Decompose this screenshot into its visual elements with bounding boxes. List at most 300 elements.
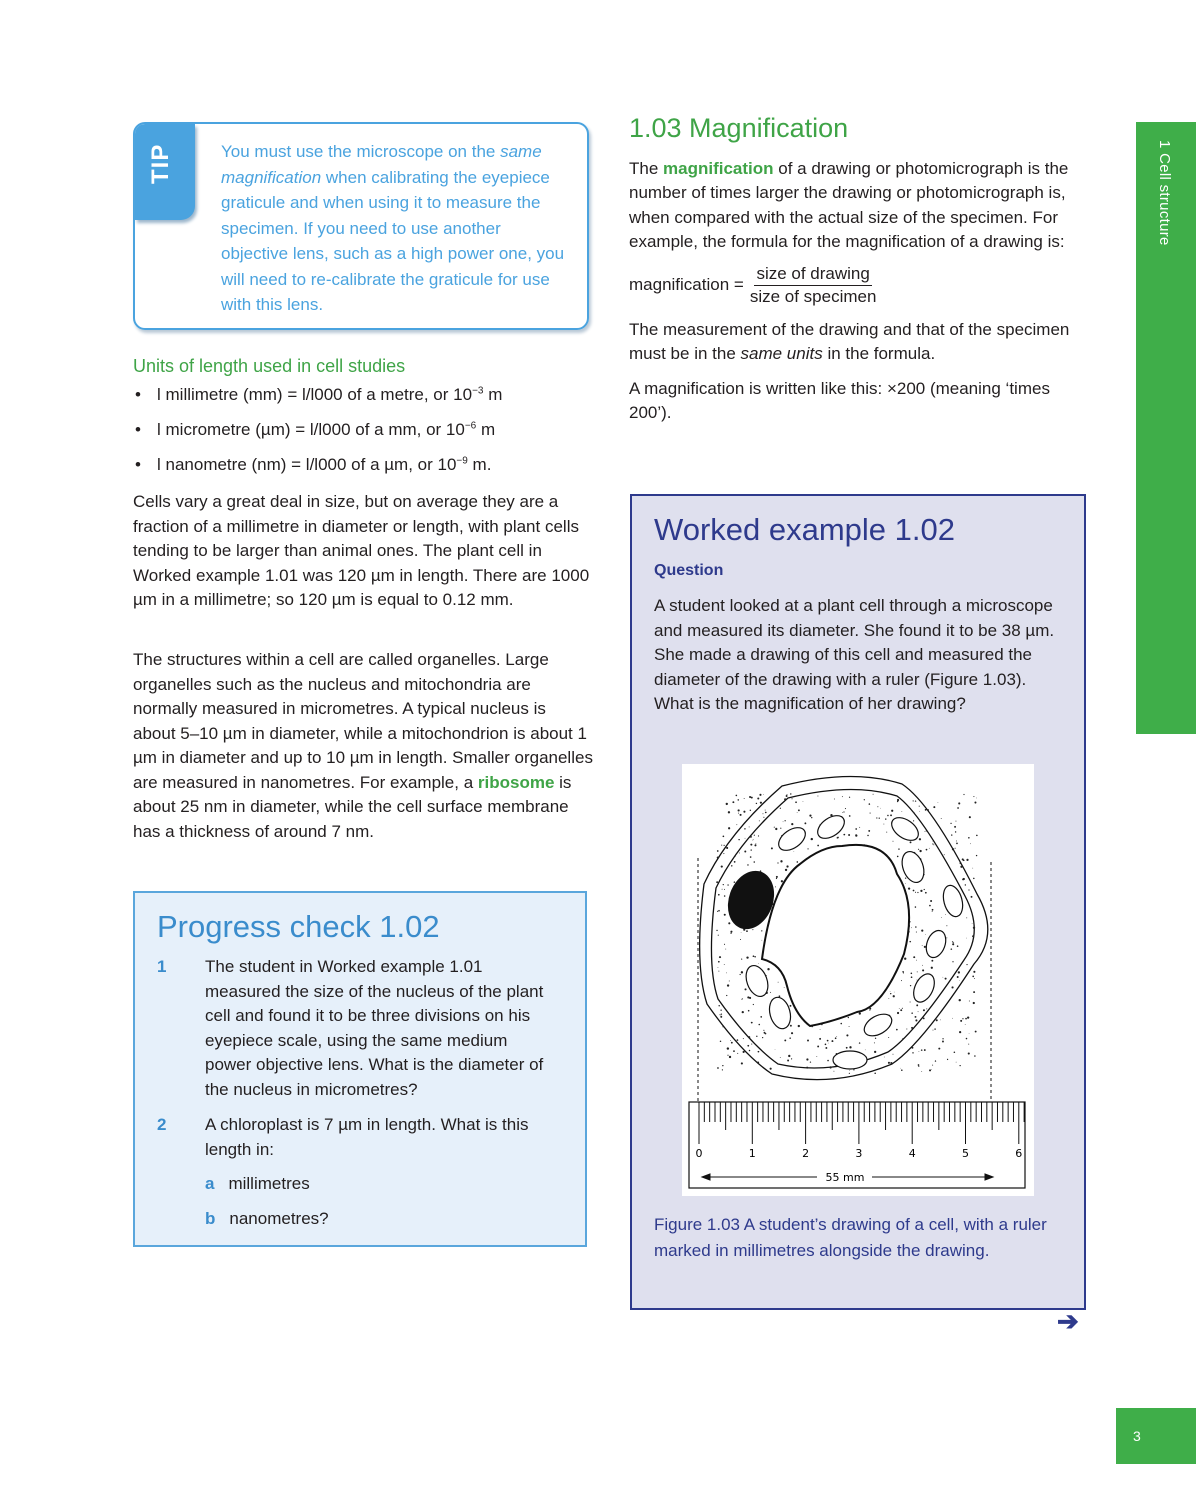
cytoplasm-dot <box>963 859 965 861</box>
cytoplasm-dot <box>969 1033 970 1034</box>
cytoplasm-dot <box>720 1010 721 1011</box>
magnification-section <box>629 113 1089 426</box>
cytoplasm-dot <box>897 799 899 801</box>
cytoplasm-dot <box>750 810 751 811</box>
cytoplasm-dot <box>780 1057 781 1058</box>
cytoplasm-dot <box>890 814 892 816</box>
cytoplasm-dot <box>849 797 850 798</box>
cytoplasm-dot <box>975 1031 977 1033</box>
cytoplasm-dot <box>855 828 857 830</box>
cytoplasm-dot <box>932 911 933 912</box>
ruler-label: 1 <box>748 1147 756 1160</box>
tip-label: TIP <box>147 143 174 184</box>
cytoplasm-dot <box>721 865 723 867</box>
notation-note: A magnification is written like this: ×200 (meaning ‘times 200’). <box>629 378 1050 422</box>
cytoplasm-dot <box>870 813 871 814</box>
cytoplasm-dot <box>953 942 954 943</box>
cytoplasm-dot <box>901 1069 903 1071</box>
cytoplasm-dot <box>719 1014 720 1015</box>
question-text: A student looked at a plant cell through a microscope and measured its diameter. She found it to be 38 µm. She made a drawing of this cell and measured the diameter of the drawing with a ruler (Figure 1.03). What is the magnification of her drawing? <box>654 596 1055 713</box>
cytoplasm-dot <box>738 809 740 811</box>
cytoplasm-dot <box>910 1001 911 1002</box>
cytoplasm-dot <box>924 889 925 890</box>
cytoplasm-dot <box>717 850 719 852</box>
cytoplasm-dot <box>963 794 964 795</box>
question-text: A chloroplast is 7 µm in length. What is this length in: <box>205 1115 529 1159</box>
cytoplasm-dot <box>724 895 726 897</box>
cytoplasm-dot <box>893 995 895 997</box>
cytoplasm-dot <box>754 844 756 846</box>
cytoplasm-dot <box>750 836 752 838</box>
cytoplasm-dot <box>743 1038 744 1039</box>
cytoplasm-dot <box>721 1015 722 1016</box>
cytoplasm-dot <box>929 1069 931 1071</box>
tip-text-part: You must use the microscope on the <box>221 142 501 161</box>
cytoplasm-dot <box>869 1010 870 1011</box>
cytoplasm-dot <box>765 810 766 811</box>
cytoplasm-dot <box>849 815 851 817</box>
cytoplasm-dot <box>933 1030 934 1031</box>
cytoplasm-dot <box>798 1025 800 1027</box>
cytoplasm-dot <box>869 803 871 805</box>
figure-caption: Figure 1.03 A student’s drawing of a cell, with a ruler marked in millimetres alongside the drawing. <box>654 1215 1047 1260</box>
cytoplasm-dot <box>767 968 769 970</box>
subpart-letter: a <box>205 1174 215 1193</box>
cytoplasm-dot <box>731 1042 733 1044</box>
cytoplasm-dot <box>902 1008 903 1009</box>
chapter-tab[interactable] <box>1136 122 1196 734</box>
cytoplasm-dot <box>810 1061 811 1062</box>
cytoplasm-dot <box>951 834 952 835</box>
cytoplasm-dot <box>900 1009 902 1011</box>
cytoplasm-dot <box>887 815 888 816</box>
cytoplasm-dot <box>742 1011 744 1013</box>
cytoplasm-dot <box>738 839 739 840</box>
cytoplasm-dot <box>741 971 743 973</box>
cytoplasm-dot <box>966 938 967 939</box>
cytoplasm-dot <box>916 960 917 961</box>
cytoplasm-dot <box>888 1062 890 1064</box>
cytoplasm-dot <box>778 982 779 983</box>
cytoplasm-dot <box>933 841 934 842</box>
cytoplasm-dot <box>787 794 788 795</box>
cytoplasm-dot <box>973 971 975 973</box>
cytoplasm-dot <box>775 886 776 887</box>
progress-check-box <box>133 891 587 1247</box>
cytoplasm-dot <box>718 967 719 968</box>
cytoplasm-dot <box>731 865 732 866</box>
cytoplasm-dot <box>787 1060 789 1062</box>
cytoplasm-dot <box>751 1022 753 1024</box>
cytoplasm-dot <box>942 1038 943 1039</box>
cytoplasm-dot <box>924 1049 926 1051</box>
cytoplasm-dot <box>950 868 951 869</box>
cytoplasm-dot <box>797 861 799 863</box>
cytoplasm-dot <box>946 937 947 938</box>
cytoplasm-dot <box>963 960 964 961</box>
cytoplasm-dot <box>934 1028 935 1029</box>
cytoplasm-dot <box>952 1018 953 1019</box>
paragraph-cell-size: Cells vary a great deal in size, but on average they are a fraction of a millimetre in diameter or length, with plant cells tending to be larger than animal ones. The plant cell in Worked example 1.01 was 120 µm in length. There are 1000 µm in a millimetre; so 120 µm is equal to 0.12 mm. <box>133 492 590 609</box>
cytoplasm-dot <box>720 1041 721 1042</box>
cytoplasm-dot <box>906 1028 907 1029</box>
cytoplasm-dot <box>765 812 767 814</box>
cytoplasm-dot <box>751 797 753 799</box>
cytoplasm-dot <box>888 1037 889 1038</box>
cytoplasm-dot <box>848 834 850 836</box>
cytoplasm-dot <box>874 1073 876 1075</box>
cytoplasm-dot <box>916 1004 918 1006</box>
cytoplasm-dot <box>725 949 726 950</box>
cytoplasm-dot <box>976 855 977 856</box>
cytoplasm-dot <box>833 1071 834 1072</box>
emphasis: same units <box>740 344 823 363</box>
cytoplasm-dot <box>926 830 927 831</box>
cytoplasm-dot <box>960 1020 962 1022</box>
cytoplasm-dot <box>718 935 719 936</box>
cytoplasm-dot <box>816 1056 817 1057</box>
cytoplasm-dot <box>955 821 956 822</box>
list-item <box>133 383 593 407</box>
units-list <box>133 383 593 477</box>
cytoplasm-dot <box>744 798 745 799</box>
cytoplasm-dot <box>955 831 956 832</box>
cytoplasm-dot <box>771 847 773 849</box>
cytoplasm-dot <box>956 1062 957 1063</box>
cytoplasm-dot <box>825 1047 827 1049</box>
cytoplasm-dot <box>910 985 911 986</box>
cytoplasm-dot <box>927 809 929 811</box>
cytoplasm-dot <box>760 1016 762 1018</box>
cytoplasm-dot <box>719 956 721 958</box>
cytoplasm-dot <box>729 980 730 981</box>
units-heading: Units of length used in cell studies <box>133 356 406 376</box>
cytoplasm-dot <box>956 843 958 845</box>
cytoplasm-dot <box>911 1027 913 1029</box>
cytoplasm-dot <box>923 1009 925 1011</box>
cytoplasm-dot <box>958 971 960 973</box>
cytoplasm-dot <box>970 843 971 844</box>
measure-label: 55 mm <box>825 1171 865 1184</box>
tip-box <box>133 122 589 330</box>
cytoplasm-dot <box>740 939 741 940</box>
cytoplasm-dot <box>721 1013 722 1014</box>
cytoplasm-dot <box>783 821 784 822</box>
cytoplasm-dot <box>751 849 752 850</box>
cytoplasm-dot <box>958 802 960 804</box>
cytoplasm-dot <box>909 941 911 943</box>
cytoplasm-dot <box>877 806 878 807</box>
cytoplasm-dot <box>786 795 788 797</box>
cytoplasm-dot <box>974 978 975 979</box>
cytoplasm-dot <box>720 1016 722 1018</box>
cytoplasm-dot <box>915 926 917 928</box>
cytoplasm-dot <box>775 828 777 830</box>
cytoplasm-dot <box>790 1025 792 1027</box>
cytoplasm-dot <box>855 834 857 836</box>
cytoplasm-dot <box>829 1066 831 1068</box>
cytoplasm-dot <box>834 799 835 800</box>
ruler-label: 6 <box>1015 1147 1023 1160</box>
unit-text: l micrometre (µm) = l/l000 of a mm, or 10 <box>157 420 465 439</box>
cytoplasm-dot <box>893 1054 894 1055</box>
tip-text-emphasis: same magnification <box>221 142 542 187</box>
cytoplasm-dot <box>864 799 865 800</box>
cytoplasm-dot <box>921 930 923 932</box>
cytoplasm-dot <box>726 995 727 996</box>
formula-fraction <box>750 263 877 308</box>
cytoplasm-dot <box>734 881 736 883</box>
cytoplasm-dot <box>944 854 945 855</box>
cytoplasm-dot <box>901 980 902 981</box>
cytoplasm-dot <box>781 880 783 882</box>
cytoplasm-dot <box>807 1040 809 1042</box>
cytoplasm-dot <box>827 1040 829 1042</box>
cytoplasm-dot <box>735 856 736 857</box>
cytoplasm-dot <box>898 848 899 849</box>
cytoplasm-dot <box>785 869 787 871</box>
cytoplasm-dot <box>742 998 743 999</box>
cytoplasm-dot <box>925 934 926 935</box>
cytoplasm-dot <box>873 794 874 795</box>
cytoplasm-dot <box>750 856 752 858</box>
cytoplasm-dot <box>962 878 964 880</box>
cytoplasm-dot <box>917 980 918 981</box>
cytoplasm-dot <box>718 910 720 912</box>
cytoplasm-dot <box>911 1012 913 1014</box>
cytoplasm-dot <box>918 1011 919 1012</box>
cytoplasm-dot <box>760 802 762 804</box>
cytoplasm-dot <box>951 986 953 988</box>
cytoplasm-dot <box>965 884 966 885</box>
cytoplasm-dot <box>726 847 728 849</box>
cytoplasm-dot <box>903 972 904 973</box>
cytoplasm-dot <box>911 976 913 978</box>
cytoplasm-dot <box>952 848 954 850</box>
cytoplasm-dot <box>718 961 720 963</box>
cytoplasm-dot <box>940 1019 941 1020</box>
cytoplasm-dot <box>968 1052 970 1054</box>
cytoplasm-dot <box>780 860 782 862</box>
cytoplasm-dot <box>973 1002 975 1004</box>
cytoplasm-dot <box>919 850 921 852</box>
cytoplasm-dot <box>919 811 920 812</box>
worked-example-box <box>630 494 1086 1310</box>
cytoplasm-dot <box>758 1024 760 1026</box>
cytoplasm-dot <box>758 1051 760 1053</box>
cytoplasm-dot <box>904 958 906 960</box>
cytoplasm-dot <box>908 887 910 889</box>
cytoplasm-dot <box>879 818 880 819</box>
cytoplasm-dot <box>755 843 756 844</box>
cytoplasm-dot <box>744 988 746 990</box>
cytoplasm-dot <box>868 830 870 832</box>
cytoplasm-dot <box>758 835 759 836</box>
cytoplasm-dot <box>957 976 959 978</box>
cytoplasm-dot <box>936 1019 938 1021</box>
cytoplasm-dot <box>759 820 760 821</box>
chapter-tab-label: 1 Cell structure <box>1156 140 1173 246</box>
cytoplasm-dot <box>946 925 947 926</box>
cytoplasm-dot <box>965 1024 966 1025</box>
cytoplasm-dot <box>959 999 961 1001</box>
cytoplasm-dot <box>724 914 726 916</box>
cytoplasm-dot <box>916 932 917 933</box>
keyword-magnification[interactable]: magnification <box>663 158 774 178</box>
cytoplasm-dot <box>806 1067 808 1069</box>
cytoplasm-dot <box>809 815 811 817</box>
cell-drawing-illustration <box>682 764 1034 1196</box>
cytoplasm-dot <box>880 808 881 809</box>
cytoplasm-dot <box>972 923 973 924</box>
cytoplasm-dot <box>945 978 947 980</box>
cytoplasm-dot <box>730 1040 731 1041</box>
continue-arrow-icon[interactable]: ➔ <box>1057 1306 1079 1336</box>
subpart-text: nanometres? <box>229 1209 329 1228</box>
cytoplasm-dot <box>718 894 720 896</box>
cytoplasm-dot <box>941 917 942 918</box>
cytoplasm-dot <box>842 796 843 797</box>
page-number: 3 <box>1133 1428 1141 1444</box>
cytoplasm-dot <box>954 826 956 828</box>
cytoplasm-dot <box>915 1016 917 1018</box>
cytoplasm-dot <box>763 1030 764 1031</box>
unit-text: l nanometre (nm) = l/l000 of a µm, or 10 <box>157 455 457 474</box>
cytoplasm-dot <box>791 798 792 799</box>
cytoplasm-dot <box>780 828 781 829</box>
cytoplasm-dot <box>817 796 818 797</box>
cytoplasm-dot <box>929 848 930 849</box>
cytoplasm-dot <box>790 1005 792 1007</box>
cytoplasm-dot <box>915 800 916 801</box>
cytoplasm-dot <box>739 853 740 854</box>
cytoplasm-dot <box>845 808 846 809</box>
cytoplasm-dot <box>965 1018 967 1020</box>
cytoplasm-dot <box>890 1062 892 1064</box>
cytoplasm-dot <box>925 831 926 832</box>
cytoplasm-dot <box>865 1050 866 1051</box>
cytoplasm-dot <box>917 971 918 972</box>
cytoplasm-dot <box>743 811 745 813</box>
cytoplasm-dot <box>926 1008 927 1009</box>
cytoplasm-dot <box>911 972 913 974</box>
cytoplasm-dot <box>728 827 730 829</box>
cytoplasm-dot <box>932 843 933 844</box>
cytoplasm-dot <box>740 974 741 975</box>
cytoplasm-dot <box>918 1066 919 1067</box>
cytoplasm-dot <box>748 1036 750 1038</box>
cytoplasm-dot <box>933 844 934 845</box>
cytoplasm-dot <box>780 808 781 809</box>
cytoplasm-dot <box>867 835 868 836</box>
cytoplasm-dot <box>918 1064 920 1066</box>
cytoplasm-dot <box>957 945 959 947</box>
cytoplasm-dot <box>738 813 739 814</box>
unit-suffix: m <box>483 385 503 404</box>
cytoplasm-dot <box>912 1052 913 1053</box>
question-1 <box>157 955 557 1102</box>
cytoplasm-dot <box>960 862 962 864</box>
cytoplasm-dot <box>920 890 922 892</box>
cytoplasm-dot <box>923 1017 925 1019</box>
cytoplasm-dot <box>843 834 845 836</box>
cytoplasm-dot <box>762 940 763 941</box>
unit-exponent: −9 <box>456 455 468 467</box>
cytoplasm-dot <box>737 1039 739 1041</box>
cytoplasm-dot <box>750 844 752 846</box>
cytoplasm-dot <box>974 802 976 804</box>
cytoplasm-dot <box>804 822 806 824</box>
cytoplasm-dot <box>743 1051 745 1053</box>
cytoplasm-dot <box>960 866 962 868</box>
cytoplasm-dot <box>912 1047 914 1049</box>
cytoplasm-dot <box>899 1008 900 1009</box>
formula-numerator: size of drawing <box>754 263 871 286</box>
cytoplasm-dot <box>972 976 974 978</box>
cytoplasm-dot <box>893 841 894 842</box>
cytoplasm-dot <box>716 930 717 931</box>
cytoplasm-dot <box>747 1045 749 1047</box>
cytoplasm-dot <box>827 1060 829 1062</box>
cytoplasm-dot <box>722 889 723 890</box>
cytoplasm-dot <box>770 992 771 993</box>
cytoplasm-dot <box>722 1069 723 1070</box>
cytoplasm-dot <box>744 828 745 829</box>
cytoplasm-dot <box>754 861 756 863</box>
cytoplasm-dot <box>736 795 738 797</box>
cytoplasm-dot <box>803 801 804 802</box>
cytoplasm-dot <box>752 929 753 930</box>
cytoplasm-dot <box>938 1048 940 1050</box>
cytoplasm-dot <box>730 933 731 934</box>
cytoplasm-dot <box>968 1044 969 1045</box>
cytoplasm-dot <box>724 944 725 945</box>
cytoplasm-dot <box>973 878 975 880</box>
cytoplasm-dot <box>794 851 795 852</box>
cytoplasm-dot <box>915 892 916 893</box>
cytoplasm-dot <box>950 823 951 824</box>
cytoplasm-dot <box>747 996 749 998</box>
question-number: 1 <box>157 957 167 976</box>
cytoplasm-dot <box>819 1038 821 1040</box>
cytoplasm-dot <box>791 823 793 825</box>
cytoplasm-dot <box>942 1041 944 1043</box>
cytoplasm-dot <box>859 1042 860 1043</box>
cytoplasm-dot <box>716 881 718 883</box>
cytoplasm-dot <box>947 1059 948 1060</box>
cytoplasm-dot <box>896 1029 898 1031</box>
cytoplasm-dot <box>728 922 730 924</box>
text: The <box>629 158 664 178</box>
cytoplasm-dot <box>897 856 899 858</box>
subpart-b <box>205 1209 329 1229</box>
cytoplasm-dot <box>837 837 839 839</box>
cytoplasm-dot <box>919 838 921 840</box>
cytoplasm-dot <box>956 840 957 841</box>
keyword-ribosome[interactable]: ribosome <box>477 772 555 792</box>
cytoplasm-dot <box>791 1058 792 1059</box>
cytoplasm-dot <box>901 811 902 812</box>
cytoplasm-dot <box>722 1026 723 1027</box>
text: in the formula. <box>822 344 936 363</box>
cytoplasm-dot <box>885 818 886 819</box>
unit-text: l millimetre (mm) = l/l000 of a metre, or 10 <box>157 385 473 404</box>
cytoplasm-dot <box>874 1042 875 1043</box>
cytoplasm-dot <box>843 811 844 812</box>
cytoplasm-dot <box>840 1023 842 1025</box>
cytoplasm-dot <box>730 931 732 933</box>
cytoplasm-dot <box>913 800 914 801</box>
